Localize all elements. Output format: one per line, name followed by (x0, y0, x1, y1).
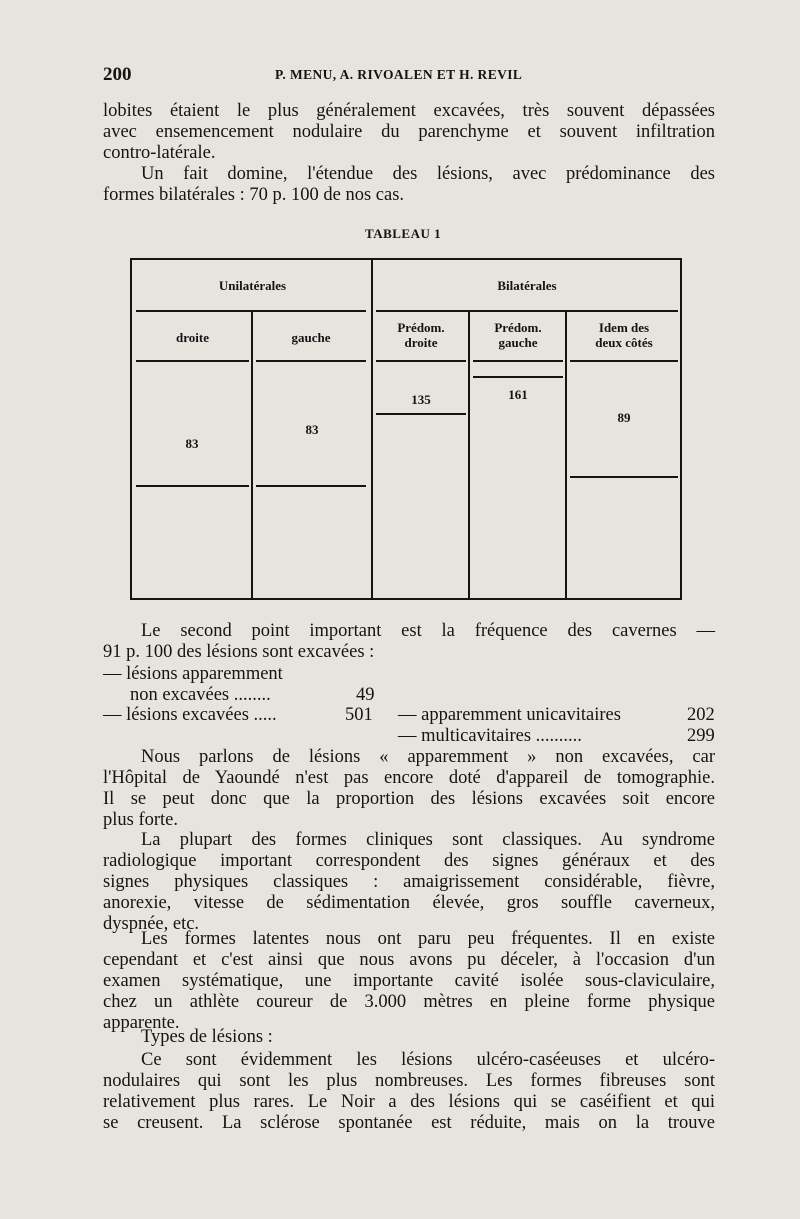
text-line: se creusent. La sclérose spontanée est réduite, mais on la trouve (103, 1113, 715, 1133)
paragraph-2 (103, 164, 715, 206)
text-line: anorexie, vitesse de sédimentation élevée, gros souffle caverneux, (103, 893, 715, 913)
text-line: signes physiques classiques : amaigrissement considérable, fièvre, (103, 872, 715, 892)
list-subvalue: 299 (687, 726, 715, 746)
rule (376, 310, 678, 312)
col-gauche: gauche (291, 330, 331, 345)
rule (376, 360, 466, 362)
col-predom-droite-line1: Prédom. (397, 320, 445, 335)
text-line: nodulaires qui sont les plus nombreuses. Les formes fibreuses sont (103, 1071, 715, 1091)
col-droite: droite (176, 330, 209, 345)
page-number: 200 (103, 64, 132, 85)
rule (570, 360, 678, 362)
paragraph-6 (103, 929, 715, 1034)
list-subvalue: 202 (687, 705, 715, 725)
subheading-types (103, 1027, 715, 1048)
text-line: contro-latérale. (103, 143, 216, 163)
text-line: examen systématique, une importante cavité isolée sous-claviculaire, (103, 971, 715, 991)
col-idem-line1: Idem des (598, 320, 650, 335)
text-line: Un fait domine, l'étendue des lésions, avec prédominance des (141, 164, 715, 184)
col-predom-droite-line2: droite (404, 335, 438, 350)
text-line: Nous parlons de lésions « apparemment » non excavées, car (141, 747, 715, 767)
text-line: Il se peut donc que la proportion des lésions excavées soit encore (103, 789, 715, 809)
text-line: dyspnée, etc. (103, 914, 200, 934)
text-line: plus forte. (103, 810, 179, 830)
list-label: — lésions excavées ..... (103, 705, 277, 725)
group-unilaterales: Unilatérales (218, 278, 287, 293)
text-line: formes bilatérales : 70 p. 100 de nos cas. (103, 185, 405, 205)
rule (371, 260, 373, 600)
text-line: Ce sont évidemment les lésions ulcéro-caséeuses et ulcéro- (141, 1050, 715, 1070)
list-value: 501 (345, 705, 373, 725)
paragraph-3 (103, 621, 715, 663)
text-line: apparente. (103, 1013, 180, 1033)
value-gauche: 83 (305, 422, 319, 437)
list-sublabel: — multicavitaires .......... (398, 726, 582, 746)
col-predom-gauche-line2: gauche (498, 335, 538, 350)
page-header (103, 64, 715, 86)
rule (251, 312, 253, 600)
col-predom-droite (376, 320, 466, 350)
list-line: — lésions apparemment (103, 664, 283, 684)
rule (468, 312, 470, 600)
col-predom-gauche-line1: Prédom. (494, 320, 542, 335)
col-idem (570, 320, 678, 350)
list-sublabel: — apparemment unicavitaires (398, 705, 621, 725)
bar-level-predom-gauche (473, 376, 563, 378)
bar-level-idem (570, 476, 678, 478)
value-idem: 89 (617, 410, 631, 425)
lesion-distribution-table (130, 258, 682, 600)
rule (136, 310, 366, 312)
text-line: chez un athlète coureur de 3.000 mètres en pleine forme physique (103, 992, 715, 1012)
running-title: P. MENU, A. RIVOALEN ET H. REVIL (275, 67, 523, 82)
value-predom-gauche: 161 (508, 387, 528, 402)
list-label: non excavées ........ (130, 685, 271, 705)
text-line: avec ensemencement nodulaire du parenchyme et souvent infiltration (103, 122, 715, 142)
text-line: Le second point important est la fréquence des cavernes — (141, 621, 715, 641)
text-line: l'Hôpital de Yaoundé n'est pas encore doté d'appareil de tomographie. (103, 768, 715, 788)
value-predom-droite: 135 (411, 392, 431, 407)
text-line: Les formes latentes nous ont paru peu fréquentes. Il en existe (141, 929, 715, 949)
paragraph-7 (103, 1050, 715, 1134)
col-idem-line2: deux côtés (595, 335, 653, 350)
text-line: Types de lésions : (141, 1027, 273, 1047)
paragraph-1 (103, 101, 715, 164)
list-value: 49 (356, 685, 375, 705)
group-bilaterales: Bilatérales (497, 278, 557, 293)
bar-level-predom-droite (376, 413, 466, 415)
paragraph-4 (103, 747, 715, 831)
bar-level-droite (136, 485, 249, 487)
value-droite: 83 (185, 436, 199, 451)
rule (136, 360, 249, 362)
rule (565, 312, 567, 600)
text-line: cependant et c'est ainsi que nous avons pu déceler, à l'occasion d'un (103, 950, 715, 970)
text-line: relativement plus rares. Le Noir a des lésions qui se caséifient et qui (103, 1092, 715, 1112)
rule (256, 360, 366, 362)
text-line: lobites étaient le plus généralement excavées, très souvent dépassées (103, 101, 715, 121)
text-line: radiologique important correspondent des signes généraux et des (103, 851, 715, 871)
text-line: La plupart des formes cliniques sont classiques. Au syndrome (141, 830, 715, 850)
paragraph-5 (103, 830, 715, 935)
col-predom-gauche (473, 320, 563, 350)
bar-level-gauche (256, 485, 366, 487)
rule (473, 360, 563, 362)
table-caption: TABLEAU 1 (365, 226, 442, 241)
text-line: 91 p. 100 des lésions sont excavées : (103, 642, 375, 662)
